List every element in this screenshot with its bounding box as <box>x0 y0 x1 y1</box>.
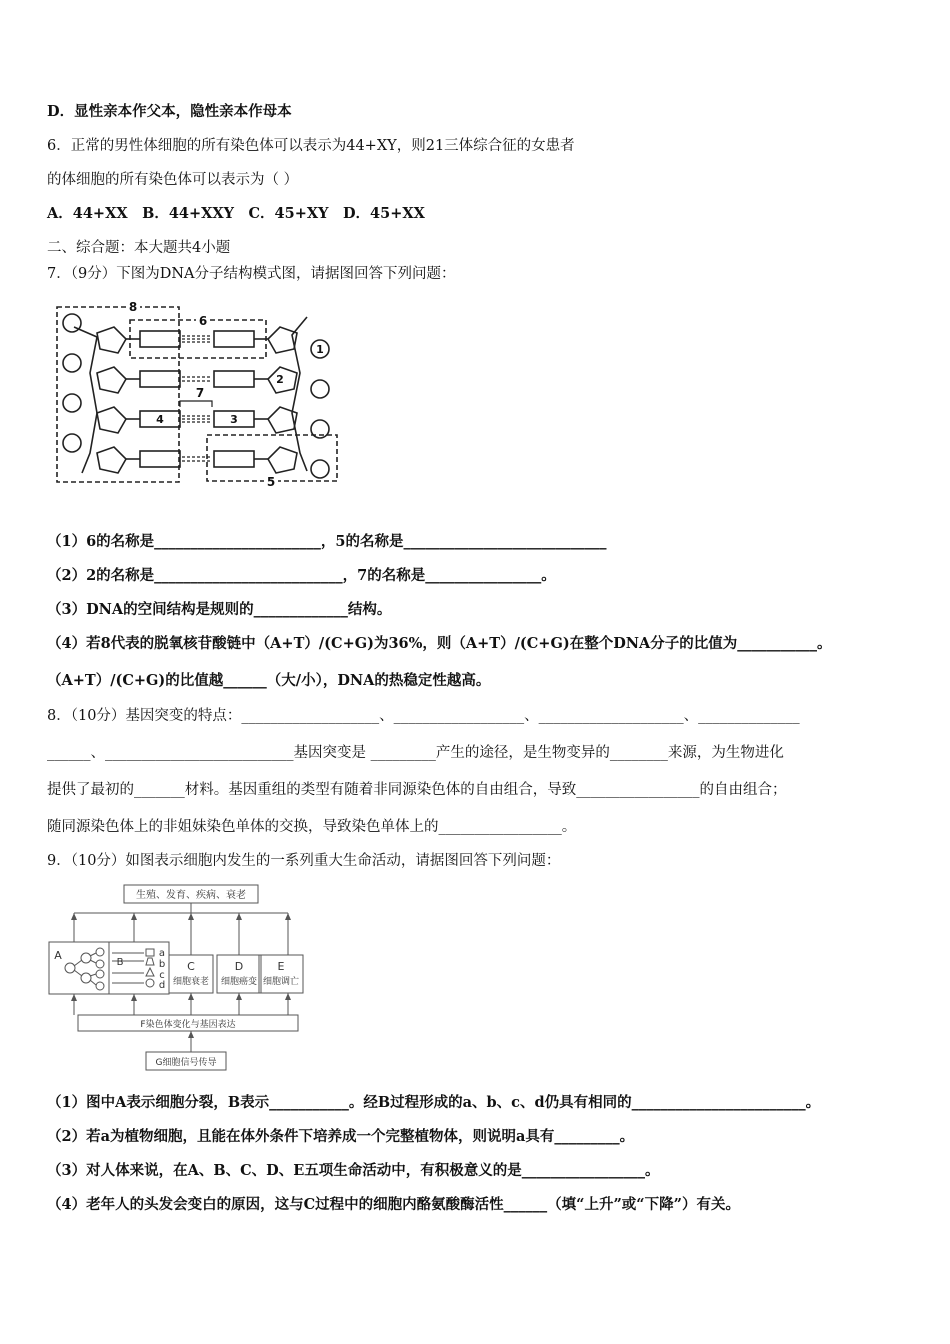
phosphate-circle <box>63 394 81 412</box>
bracket-7 <box>180 401 212 407</box>
section-2-heading: 二、综合题：本大题共4小题 <box>47 240 231 256</box>
label-e-text: 细胞调亡 <box>262 977 300 987</box>
q7-part4-cont: （A+T）/(C+G)的比值越______（大/小），DNA的热稳定性越高。 <box>47 672 491 689</box>
dna-structure-figure <box>52 295 352 495</box>
sub-b: b <box>158 959 166 970</box>
label-f: F染色体变化与基因表达 <box>140 1020 236 1030</box>
q6-options: A．44+XX B．44+XXY C．45+XY D．45+XX <box>47 205 425 222</box>
q9-part1: （1）图中A表示细胞分裂，B表示___________。经B过程形成的a、b、c、d仍具有相同的________________________。 <box>47 1094 821 1111</box>
q6-stem-line1: 6．正常的男性体细胞的所有染色体可以表示为44+XY，则21三体综合征的女患者 <box>47 138 575 154</box>
q7-part3: （3）DNA的空间结构是规则的_____________结构。 <box>47 601 392 618</box>
label-c: C <box>187 960 195 973</box>
phosphate-circle <box>63 354 81 372</box>
phosphate-circle <box>311 380 329 398</box>
phosphate-circle <box>63 314 81 332</box>
base-rect <box>214 331 254 347</box>
right-backbone <box>292 317 307 471</box>
label-b: B <box>116 957 124 968</box>
q7-stem: 7．（9分）下图为DNA分子结构模式图，请据图回答下列问题： <box>47 266 456 282</box>
top-label: 生殖、发育、疾病、衰老 <box>136 890 246 901</box>
q7-part4: （4）若8代表的脱氧核苷酸链中（A+T）/(C+G)为36%，则（A+T）/(C+G)在整个DNA分子的比值为___________。 <box>47 635 832 652</box>
q9-part4: （4）老年人的头发会变白的原因，这与C过程中的细胞内酪氨酸酶活性______（填“上升”或“下降”）有关。 <box>47 1196 740 1213</box>
label-d-text: 细胞癌变 <box>220 977 258 987</box>
sub-d: d <box>158 980 166 991</box>
label-8: 8 <box>128 300 138 314</box>
sugar-pentagon <box>268 447 297 473</box>
label-d: D <box>234 960 244 973</box>
sugar-pentagon <box>97 447 126 473</box>
sub-a: a <box>158 948 166 959</box>
label-7: 7 <box>195 386 205 400</box>
base-rect <box>214 371 254 387</box>
label-2: 2 <box>276 373 284 386</box>
base-rect <box>214 451 254 467</box>
label-a: A <box>54 949 62 962</box>
q6-stem-line2: 的体细胞的所有染色体可以表示为（ ） <box>47 172 299 188</box>
sugar-pentagon <box>97 327 126 353</box>
q7-part1: （1）6的名称是_______________________，5的名称是____________________________ <box>47 533 607 550</box>
label-5: 5 <box>266 475 276 489</box>
base-rect <box>140 331 180 347</box>
sugar-pentagon <box>97 407 126 433</box>
q8-line4: 随同源染色体上的非姐妹染色单体的交换，导致染色单体上的_________________。 <box>47 819 577 835</box>
phosphate-circle <box>63 434 81 452</box>
label-3: 3 <box>230 413 238 426</box>
phosphate-circle <box>311 460 329 478</box>
label-6: 6 <box>198 314 208 328</box>
label-4: 4 <box>156 413 164 426</box>
label-g: G细胞信号传导 <box>155 1058 217 1068</box>
q8-line2: ______、__________________________基因突变是 _________产生的途径，是生物变异的________来源，为生物进化 <box>47 745 784 761</box>
label-e: E <box>277 960 285 973</box>
cell-activities-figure <box>46 880 306 1075</box>
label-1: 1 <box>316 343 324 356</box>
q7-part2: （2）2的名称是__________________________，7的名称是________________。 <box>47 567 556 584</box>
q5-option-d: D．显性亲本作父本，隐性亲本作母本 <box>47 103 292 120</box>
base-rect <box>140 371 180 387</box>
sugar-pentagon <box>97 367 126 393</box>
q9-part3: （3）对人体来说，在A、B、C、D、E五项生命活动中，有积极意义的是_________________。 <box>47 1162 660 1179</box>
q9-part2: （2）若a为植物细胞，且能在体外条件下培养成一个完整植物体，则说明a具有_________。 <box>47 1128 635 1145</box>
q8-line1: 8．（10分）基因突变的特点：___________________、__________________、____________________、______________ <box>47 708 800 724</box>
q9-stem: 9．（10分）如图表示细胞内发生的一系列重大生命活动，请据图回答下列问题： <box>47 853 561 869</box>
label-c-text: 细胞衰老 <box>172 977 210 987</box>
q8-line3: 提供了最初的_______材料。基因重组的类型有随着非同源染色体的自由组合，导致_________________的自由组合； <box>47 782 787 798</box>
base-rect <box>140 451 180 467</box>
sub-c: c <box>159 970 165 981</box>
